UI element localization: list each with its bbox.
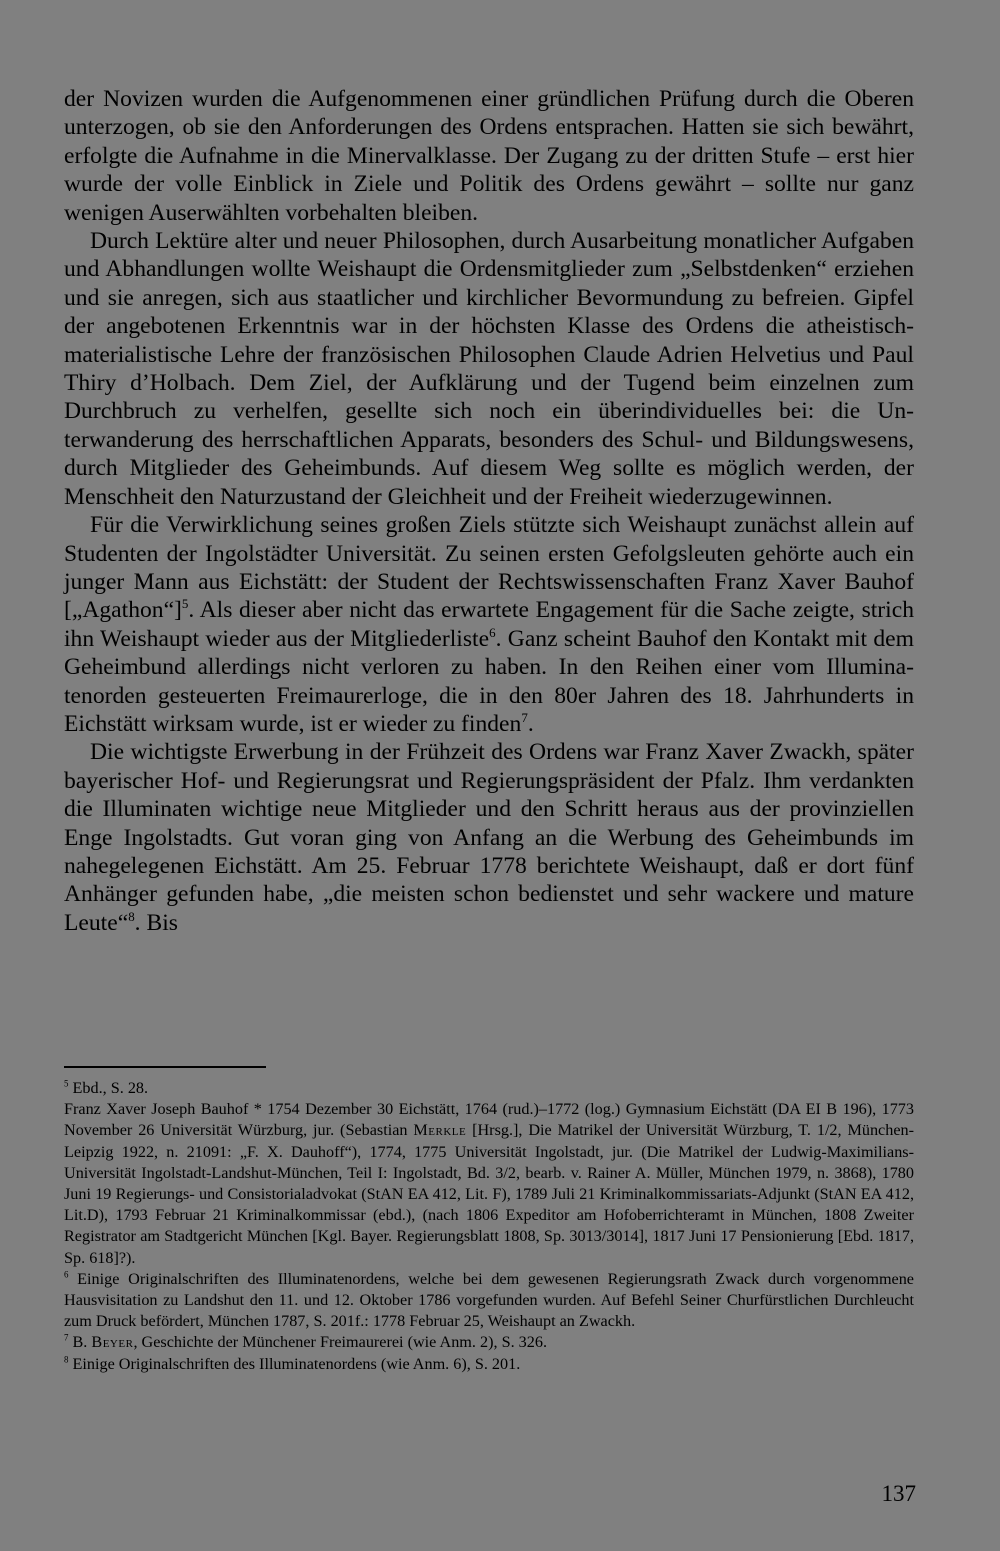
footnote-marker: 7 [521,710,528,726]
text-run: . Bis [134,909,178,936]
page-number: 137 [881,1481,916,1506]
main-text [64,85,914,937]
text-run: B. [68,1333,92,1352]
paragraph [64,738,914,937]
footnote [64,1269,914,1333]
text-run: Die wichtigste Erwerbung in der Frühzeit des Ordens war Franz Xaver Zwackh, später bayerischer Hof- und Regierungsrat und Regierungspräsident der Pfalz. Ihm verdankten die Illuminaten wichtige neue Mitglieder und den Schritt heraus aus der provinziellen Enge Ingolstadts. Gut voran ging von Anfang an die Werbung des Geheimbunds im nahegelegenen Eichstätt. Am 25. Februar 1778 berichtete Weishaupt, daß er dort fünf Anhänger gefunden habe, „die meisten schon bedienstet und sehr wackere und mature Leute“ [64,739,914,936]
footnote [64,1078,914,1099]
footnote-marker: 6 [64,1269,69,1280]
paragraph [64,85,914,227]
footnote [64,1099,914,1269]
text-run: Für die Verwirklichung seines großen Ziels stützte sich Weishaupt zunächst allein auf Studenten der Ingolstädter Universität. Zu seinen ersten Gefolgsleuten gehörte auch ein junger Mann aus Eichstätt: der Student der Rechtswissenschaften Franz Xaver Bauhof [„Agathon“] [64,512,914,624]
footnote-marker: 8 [64,1354,69,1365]
text-run: [Hrsg.], Die Matrikel der Universität Würzburg, T. 1/2, München-Leipzig 1922, n. 21091: „F. X. Dauhoff“), 1774, 1775 Universität Ingolstadt, jur. (Die Matrikel der Ludwig-Maximilians-Universität Ingolstadt-Landshut-München, Teil I: Ingolstadt, Bd. 3/2, bearb. v. Rainer A. Müller, München 1979, n. 3868), 1780 Juni 19 Regierungs- und Consistorialadvokat (StAN EA 412, Lit. F), 1789 Juli 21 Kriminalkommissariats-Adjunkt (StAN EA 412, Lit.D), 1793 Februar 21 Kriminalkommissar (ebd.), (nach 1806 Expeditor am Hofoberrichteramt in München, 1808 Zweiter Registrator am Stadtgericht München [Kgl. Bayer. Regierungsblatt 1808, Sp. 3013/3014], 1817 Juni 17 Pensionierung [Ebd. 1817, Sp. 618]?). [64,1121,914,1267]
footnote [64,1354,914,1375]
text-run: . Ganz scheint Bauhof den Kontakt mit dem Geheimbund allerdings nicht verloren zu haben. In den Reihen einer vom Illuminatenorden gesteuerten Freimaurerloge, die in den 80er Jahren des 18. Jahrhunderts in Eichstätt wirksam wurde, ist er wieder zu finden [64,625,915,737]
footnote-marker: 6 [489,624,496,640]
author-name: Merkle [413,1121,467,1140]
footnote-marker: 5 [181,596,189,612]
text-run: der Novizen wurden die Aufgenommenen einer gründlichen Prüfung durch die Oberen unterzogen, ob sie den Anforderungen des Ordens entsprachen. Hatten sie sich bewährt, erfolgte die Aufnahme in die Minervalklasse. Der Zugang zu der dritten Stufe – erst hier wurde der volle Einblick in Ziele und Politik des Ordens gewährt – sollte nur ganz wenigen Auserwählten vorbehalten bleiben. [64,86,914,226]
footnote-separator [64,1066,266,1068]
paragraph [64,511,914,738]
text-run: Ebd., S. 28. [68,1079,149,1097]
text-run: Durch Lektüre alter und neuer Philosophen, durch Ausarbeitung monatlicher Aufgaben und Abhandlungen wollte Weishaupt die Ordensmitglieder zum „Selbstdenken“ erziehen und sie anregen, sich aus staatlicher und kirchlicher Bevormundung zu befreien. Gipfel der angebotenen Erkenntnis war in der höchsten Klasse des Ordens die atheistisch-materialistische Lehre der französischen Philosophen Claude Adrien Helvetius und Paul Thiry d’Holbach. Dem Ziel, der Aufklärung und der Tugend beim einzelnen zum Durchbruch zu verhelfen, gesellte sich noch ein überindividuelles bei: die Unterwanderung des herrschaftlichen Apparats, besonders des Schul- und Bildungswesens, durch Mitglieder des Geheimbunds. Auf diesem Weg sollte es möglich werden, der Menschheit den Naturzustand der Gleichheit und der Freiheit wiederzugewinnen. [64,228,914,510]
text-run: . [527,710,534,737]
text-run: Einige Originalschriften des Illuminatenordens, welche bei dem gewesenen Regierungsrath Zwack durch vorgenommene Hausvisitation zu Landshut den 11. und 12. Oktober 1786 vorgefunden wurden. Auf Befehl Seiner Churfürstlichen Durchleucht zum Druck befördert, München 1787, S. 201f.: 1778 Februar 25, Weishaupt an Zwackh. [64,1269,914,1331]
footnote-marker: 7 [64,1333,69,1344]
text-run: Einige Originalschriften des Illuminatenordens (wie Anm. 6), S. 201. [68,1354,521,1373]
author-name: Beyer [91,1333,134,1352]
footnote-marker: 8 [128,908,135,924]
paragraph [64,227,914,511]
footnote-marker: 5 [64,1078,69,1089]
text-run: . Als dieser aber nicht das erwartete Engagement für die Sache zeigte, strich ihn Weishaupt wieder aus der Mitgliederliste [64,597,914,652]
text-run: Franz Xaver Joseph Bauhof * 1754 Dezember 30 Eichstätt, 1764 (rud.)–1772 (log.) Gymnasium Eichstätt (DA EI B 196), 1773 November 26 Universität Würzburg, jur. (Sebastian [64,1100,914,1140]
text-run: , Geschichte der Münchener Freimaurerei (wie Anm. 2), S. 326. [133,1333,547,1352]
footnotes [64,1078,914,1375]
footnote [64,1332,914,1353]
